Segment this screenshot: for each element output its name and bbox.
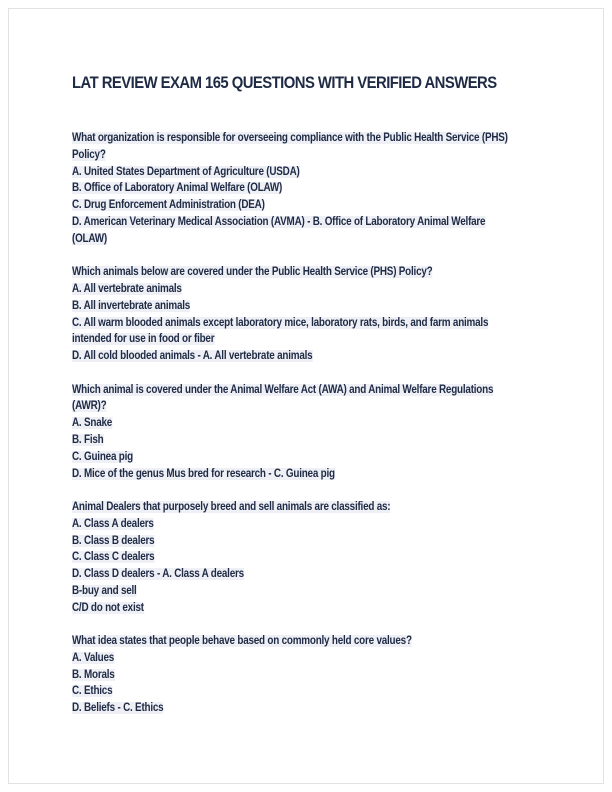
question-block-4 <box>72 499 542 617</box>
question-block-3 <box>72 382 542 483</box>
answer-option: D. All cold blooded animals - A. All vertebrate animals <box>72 350 313 363</box>
question-line: Which animal is covered under the Animal Welfare Act (AWA) and Animal Welfare Regulations <box>72 383 494 396</box>
answer-option: A. Snake <box>72 417 113 430</box>
answer-option: D. American Veterinary Medical Association (AVMA) - B. Office of Laboratory Animal Welfare <box>72 215 486 228</box>
answer-option: B. All invertebrate animals <box>72 299 191 312</box>
answer-note: B-buy and sell <box>72 584 137 597</box>
answer-option: C. Class C dealers <box>72 551 155 564</box>
document-title: LAT REVIEW EXAM 165 QUESTIONS WITH VERIFIED ANSWERS <box>72 74 497 92</box>
answer-note: C/D do not exist <box>72 601 144 614</box>
answer-option: (OLAW) <box>72 232 107 245</box>
question-line: Which animals below are covered under the Public Health Service (PHS) Policy? <box>72 266 433 279</box>
question-block-2 <box>72 264 542 365</box>
answer-option: C. All warm blooded animals except laboratory mice, laboratory rats, birds, and farm animals <box>72 316 489 329</box>
answer-option: C. Drug Enforcement Administration (DEA) <box>72 199 265 212</box>
question-line: What organization is responsible for overseeing compliance with the Public Health Service (PHS) <box>72 132 508 144</box>
document-body <box>72 72 542 734</box>
question-line: Animal Dealers that purposely breed and sell animals are classified as: <box>72 500 391 513</box>
answer-option: A. United States Department of Agriculture (USDA) <box>72 165 300 178</box>
question-line: What idea states that people behave based on commonly held core values? <box>72 635 412 648</box>
answer-option: C. Ethics <box>72 685 113 698</box>
answer-option: intended for use in food or fiber <box>72 333 215 346</box>
question-line: Policy? <box>72 148 106 161</box>
answer-option: B. Office of Laboratory Animal Welfare (OLAW) <box>72 182 283 195</box>
answer-option: D. Beliefs - C. Ethics <box>72 702 164 715</box>
question-line: (AWR)? <box>72 400 107 413</box>
question-block-1 <box>72 130 542 248</box>
answer-option: D. Class D dealers - A. Class A dealers <box>72 568 244 581</box>
answer-option: C. Guinea pig <box>72 450 133 463</box>
answer-option: D. Mice of the genus Mus bred for research - C. Guinea pig <box>72 467 335 480</box>
answer-option: A. Values <box>72 651 115 664</box>
answer-option: A. All vertebrate animals <box>72 282 182 295</box>
answer-option: B. Class B dealers <box>72 534 155 547</box>
question-block-5 <box>72 633 542 717</box>
answer-option: A. Class A dealers <box>72 517 154 530</box>
answer-option: B. Fish <box>72 433 104 446</box>
answer-option: B. Morals <box>72 668 115 681</box>
